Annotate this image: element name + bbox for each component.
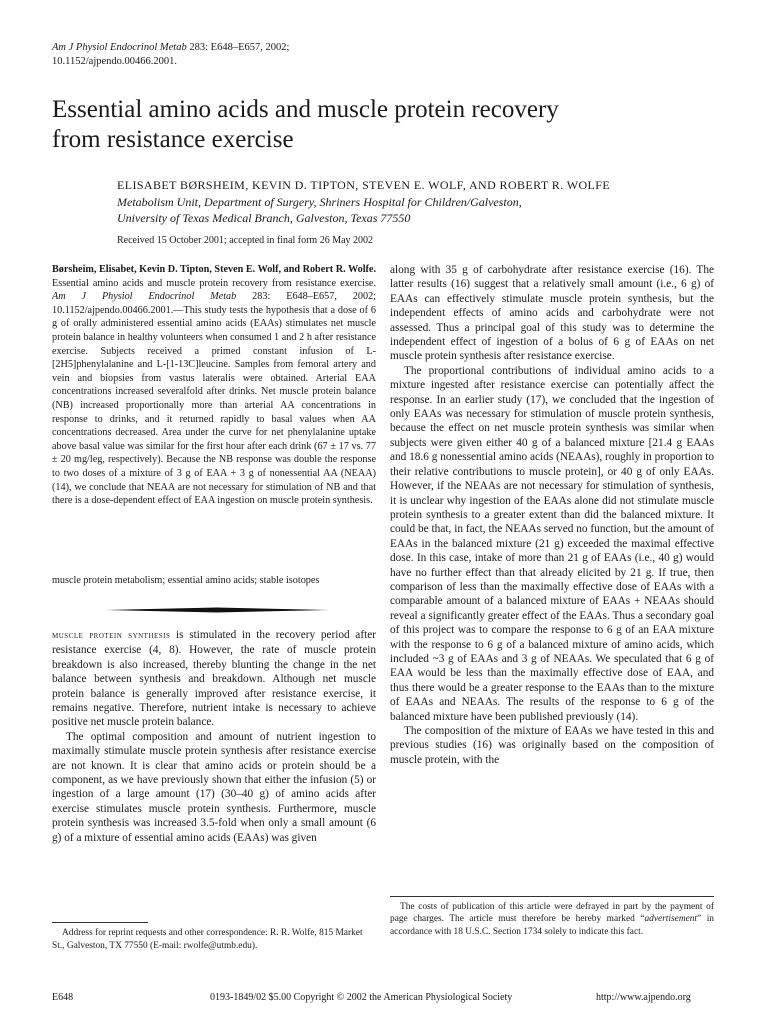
abstract-journal: Am J Physiol Endocrinol Metab	[52, 291, 237, 303]
title-line-2: from resistance exercise	[52, 126, 294, 153]
cost-note-italic: advertisement	[644, 914, 698, 925]
received-date: Received 15 October 2001; accepted in final form 26 May 2002	[117, 235, 374, 246]
journal-name: Am J Physiol Endocrinol Metab	[52, 42, 187, 53]
abstract-body: 283: E648–E657, 2002; 10.1152/ajpendo.00466.2001.—This study tests the hypothesis that a dose of 6 g of orally administered essential amino acids (EAAs) stimulates net muscle protein balance in healthy volunteers when consumed 1 and 2 h after resistance exercise. Subjects received a primed constant infusion of L-[2H5]phenylalanine and L-[1-13C]leucine. Samples from femoral artery and vein and biopsies from vastus lateralis were obtained. Arterial EAA concentrations increased severalfold after drinks. Net muscle protein balance (NB) increased proportionally more than arterial AA concentrations in response to drinks, and it returned rapidly to basal values when AA concentrations decreased. Area under the curve for net phenylalanine uptake above basal value was similar for the first hour after each drink (67 ± 17 vs. 77 ± 20 mg/leg, respectively). Because the NB response was double the response to two doses of a mixture of 3 g of EAA + 3 g of nonessential AA (NEAA) (14), we conclude that NEAA are not necessary for stimulation of NB and that there is a dose-dependent effect of EAA ingestion on muscle protein synthesis.	[52, 291, 377, 507]
article-title	[52, 95, 712, 155]
copyright-line: 0193-1849/02 $5.00 Copyright © 2002 the American Physiological Society	[210, 992, 513, 1003]
footnote-rule	[390, 896, 714, 897]
body-text-right-column	[390, 263, 714, 767]
footnote-rule	[52, 922, 148, 923]
author-list: ELISABET BØRSHEIM, KEVIN D. TIPTON, STEVEN E. WOLF, AND ROBERT R. WOLFE	[117, 178, 611, 192]
divider-rule-icon	[105, 607, 329, 613]
doi: 10.1152/ajpendo.00466.2001.	[52, 56, 178, 67]
affiliation	[117, 194, 717, 226]
citation-volume: 283: E648–E657, 2002;	[186, 42, 290, 53]
affiliation-line-1: Metabolism Unit, Department of Surgery, Shriners Hospital for Children/Galveston,	[117, 195, 522, 209]
publication-cost-footnote	[390, 901, 714, 938]
paragraph-intro-text: is stimulated in the recovery period after resistance exercise (4, 8). However, the rate of muscle protein breakdown is also increased, thereby blunting the change in the net balance between synthesis and breakdown. Although net muscle protein balance is generally improved after resistance exercise, it remains negative. Therefore, nutrient intake is necessary to achieve positive net muscle protein balance.	[52, 629, 376, 729]
page-number: E648	[52, 992, 74, 1003]
abstract-authors: Børsheim, Elisabet, Kevin D. Tipton, Steven E. Wolf, and Robert R. Wolfe.	[52, 264, 376, 275]
paragraph: The proportional contributions of individual amino acids to a mixture ingested after resistance exercise can potentially affect the response. In an earlier study (17), we concluded that the ingestion of only EAAs was necessary for stimulation of muscle protein synthesis, because the effect on net muscle protein synthesis was similar when subjects were given either 40 g of a balanced mixture [21.4 g EAAs and 18.6 g nonessential amino acids (NEAAs), roughly in proportion to their relative contributions to muscle protein], or 40 g of only EAAs. However, if the NEAAs are not necessary for stimulation of synthesis, it is unclear why ingestion of the EAAs alone did not stimulate muscle protein synthesis to a greater extent than did the balanced mixture. It could be that, in fact, the NEAAs served no function, but the amount of EAAs in the balanced mixture (21 g) exceeded the maximal effective dose. In this case, intake of more than 21 g of EAAs (i.e., 40 g) would have no further effect than that already elicited by 21 g. If true, then comparison of less than the maximally effective dose of EAAs with a comparable amount of a balanced mixture of EAAs + NEAAs should reveal a significantly greater effect of the EAAs. Thus a secondary goal of this project was to compare the response to 6 g of an EAA mixture with the response to 6 g of a balanced mixture of amino acids, which included ~3 g of EAAs and 3 g of NEAAs. We speculated that 6 g of EAA would be less than the maximally effective dose of EAA, and thus there would be a greater response to the EAAs than to the mixture of EAAs and NEAAs. The results of the response to 6 g of the balanced mixture have been published previously (14).	[390, 364, 714, 723]
journal-url[interactable]: http://www.ajpendo.org	[596, 992, 691, 1003]
abstract-title: Essential amino acids and muscle protein recovery from resistance exercise.	[52, 277, 376, 289]
paragraph: The optimal composition and amount of nutrient ingestion to maximally stimulate muscle protein synthesis after resistance exercise are not known. It is clear that amino acids or protein should be a component, as we have previously shown that either the infusion (5) or ingestion of a large amount (17) (30–40 g) of amino acids after exercise stimulates muscle protein synthesis. Furthermore, muscle protein synthesis was increased 3.5-fold when only a small amount (6 g) of a mixture of essential amino acids (EAAs) was given	[52, 730, 376, 844]
paragraph-continued: along with 35 g of carbohydrate after resistance exercise (16). The latter results (16) suggest that a relatively small amount (i.e., 6 g) of EAAs can effectively stimulate muscle protein synthesis, but the independent effects of amino acids and carbohydrate were not assessed. Thus a principal goal of this study was to determine the independent effect of ingestion of a bolus of 6 g of EAAs on net muscle protein synthesis after resistance exercise.	[390, 264, 714, 363]
paragraph: The composition of the mixture of EAAs we have tested in this and previous studies (16) was originally based on the composition of muscle protein, with the	[390, 725, 714, 766]
keywords: muscle protein metabolism; essential amino acids; stable isotopes	[52, 575, 320, 586]
title-line-1: Essential amino acids and muscle protein recovery	[52, 96, 559, 123]
paragraph-intro	[52, 628, 376, 730]
lead-in-smallcaps: muscle protein synthesis	[52, 630, 171, 641]
cost-note-part-2: ” in accordance with 18 U.S.C. Section 1734 solely to indicate this fact.	[390, 914, 714, 937]
correspondence-footnote: Address for reprint requests and other correspondence: R. R. Wolfe, 815 Market St., Galveston, TX 77550 (E-mail: rwolfe@utmb.edu).	[52, 928, 363, 951]
affiliation-line-2: University of Texas Medical Branch, Galveston, Texas 77550	[117, 211, 411, 225]
section-divider	[105, 609, 329, 612]
abstract	[52, 263, 376, 508]
body-text-left-column	[52, 628, 376, 845]
cost-note-part-1: The costs of publication of this article were defrayed in part by the payment of page charges. The article must therefore be hereby marked “	[390, 902, 714, 925]
journal-citation	[52, 41, 289, 69]
